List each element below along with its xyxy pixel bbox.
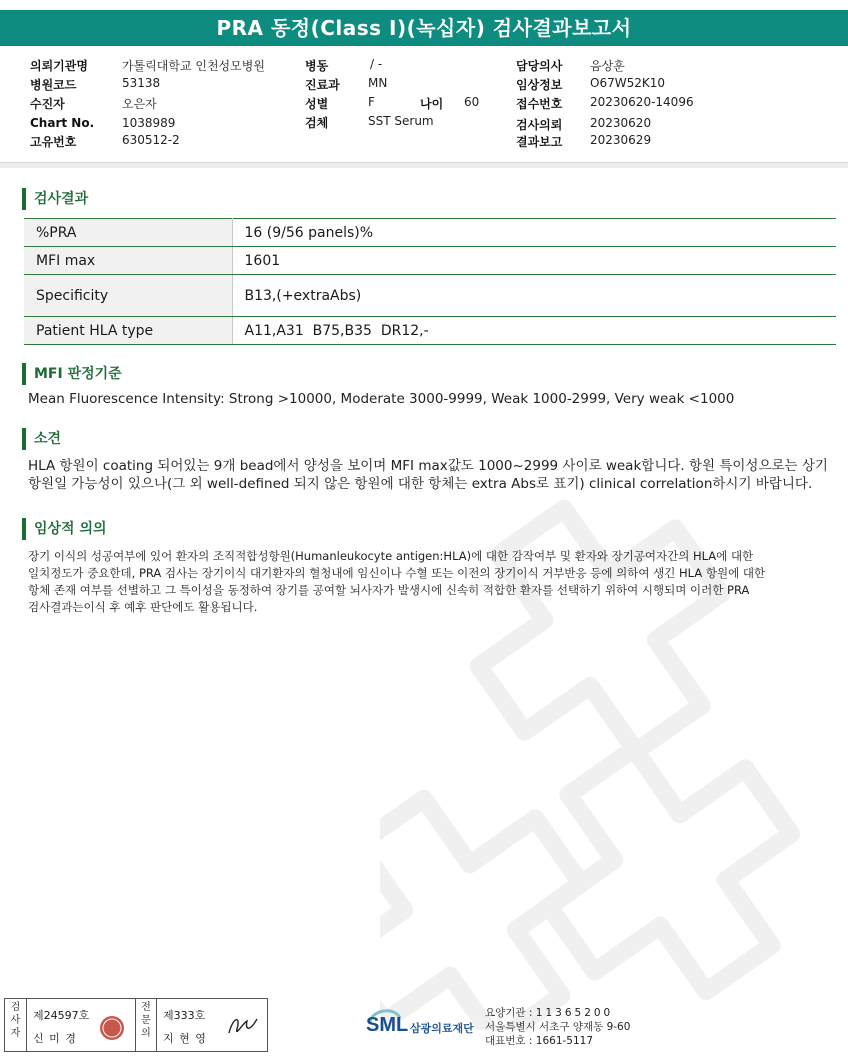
result-value: 1601 [232,247,836,275]
info-label: 병동 [305,59,329,73]
result-label: %PRA [24,219,232,247]
info-value: 630512-2 [122,133,180,147]
org-name: 삼광의료재단 [410,1022,474,1035]
finding-heading: 소견 [22,428,61,450]
examiner-name: 신 미 경 [33,1032,77,1045]
info-label: 담당의사 [516,59,563,73]
address: 서울특별시 서초구 양재동 9-60 [485,1021,631,1033]
specialist-name: 지 현 영 [163,1032,207,1045]
mfi-heading: MFI 판정기준 [22,363,122,385]
result-value: A11,A31 B75,B35 DR12,- [232,317,836,345]
examiner-number: 제24597호 [33,1009,90,1022]
info-label: 진료과 [305,78,340,92]
info-label: 검체 [305,116,329,130]
sml-logo [364,1002,484,1046]
results-table [24,218,836,345]
info-value: MN [368,76,388,90]
phone-number: 1661-5117 [535,1035,594,1047]
info-value: 음상훈 [590,59,625,73]
info-label: 검사의뢰 [516,118,563,132]
table-row [24,317,836,345]
agency-code: 11365200 [535,1007,614,1019]
info-value: 가톨릭대학교 인천성모병원 [122,59,265,73]
signature-box [4,998,268,1052]
specialist-label: 전 문 의 [135,999,157,1051]
specialist-number: 제333호 [163,1009,206,1022]
report-footer [0,994,848,1060]
info-value: 20230620 [590,116,652,130]
results-heading: 검사결과 [22,188,88,210]
clinical-line: 장기 이식의 성공여부에 있어 환자의 조직적합성항원(Humanleukocyte antigen:HLA)에 대한 감작여부 및 환자와 장기공여자간의 HLA에 대한 [28,549,754,563]
signature-icon [223,1011,263,1043]
table-row [24,247,836,275]
info-label: 결과보고 [516,135,563,149]
table-row [24,219,836,247]
result-value: 16 (9/56 panels)% [232,219,836,247]
agency-line: 요양기관 : 11365200 [485,1007,614,1019]
agency-label: 요양기관 [485,1007,526,1019]
table-row [24,275,836,317]
info-label: 임상정보 [516,78,563,92]
org-contact [485,1006,630,1048]
examiner-seal-icon [97,1013,127,1043]
report-title: PRA 동정(Class I)(녹십자) 검사결과보고서 [0,10,848,46]
info-label: 고유번호 [30,135,77,149]
info-value: 20230620-14096 [590,95,694,109]
info-label: Chart No. [30,116,95,130]
header-divider [0,162,848,168]
info-value: 53138 [122,76,161,90]
info-value: 1038989 [122,116,176,130]
result-label: Patient HLA type [24,317,232,345]
result-label: MFI max [24,247,232,275]
info-value: O67W52K10 [590,76,665,90]
examiner-label: 검 사 자 [5,999,27,1051]
info-label: 의뢰기관명 [30,59,88,73]
info-value: SST Serum [368,114,434,128]
info-label: 수진자 [30,97,65,111]
info-label: 접수번호 [516,97,563,111]
age-value: 60 [464,95,480,109]
patient-info [30,55,830,155]
info-value: 오은자 [122,97,157,111]
finding-line: 항원일 가능성이 있으나(그 외 well-defined 되지 않은 항원에 대한 항체는 extra Abs로 표기) clinical correlation하시기 바랍니다. [28,476,813,492]
clinical-line: 일치정도가 중요한데, PRA 검사는 장기이식 대기환자의 혈청내에 임신이나 수혈 또는 이전의 장기이식 거부반응 등에 의하여 생긴 HLA 항원에 대한 [28,566,766,580]
clinical-line: 항체 존재 여부를 선별하고 그 특이성을 동정하여 장기를 공여할 뇌사자가 발생시에 신속히 적합한 환자를 선택하기 위하여 시행되며 이러한 PRA [28,583,750,597]
logo-mark: SML [366,1014,409,1036]
info-label: 성별 [305,97,329,111]
info-label: 병원코드 [30,78,77,92]
clinical-heading: 임상적 의의 [22,518,107,540]
phone-label: 대표번호 [485,1035,526,1047]
info-value: 20230629 [590,133,652,147]
result-label: Specificity [24,275,232,317]
info-value: F [368,95,375,109]
mfi-criteria: Mean Fluorescence Intensity: Strong >10000, Moderate 3000-9999, Weak 1000-2999, Very weak <1000 [28,391,735,407]
phone-line: 대표번호 : 1661-5117 [485,1035,594,1047]
age-label: 나이 [420,97,444,111]
finding-line: HLA 항원이 coating 되어있는 9개 bead에서 양성을 보이며 MFI max값도 1000~2999 사이로 weak합니다. 항원 특이성으로는 상기 [28,458,828,474]
result-value: B13,(+extraAbs) [232,275,836,317]
info-value: / - [370,57,383,71]
clinical-line: 검사결과는이식 후 예후 판단에도 활용됩니다. [28,600,258,614]
